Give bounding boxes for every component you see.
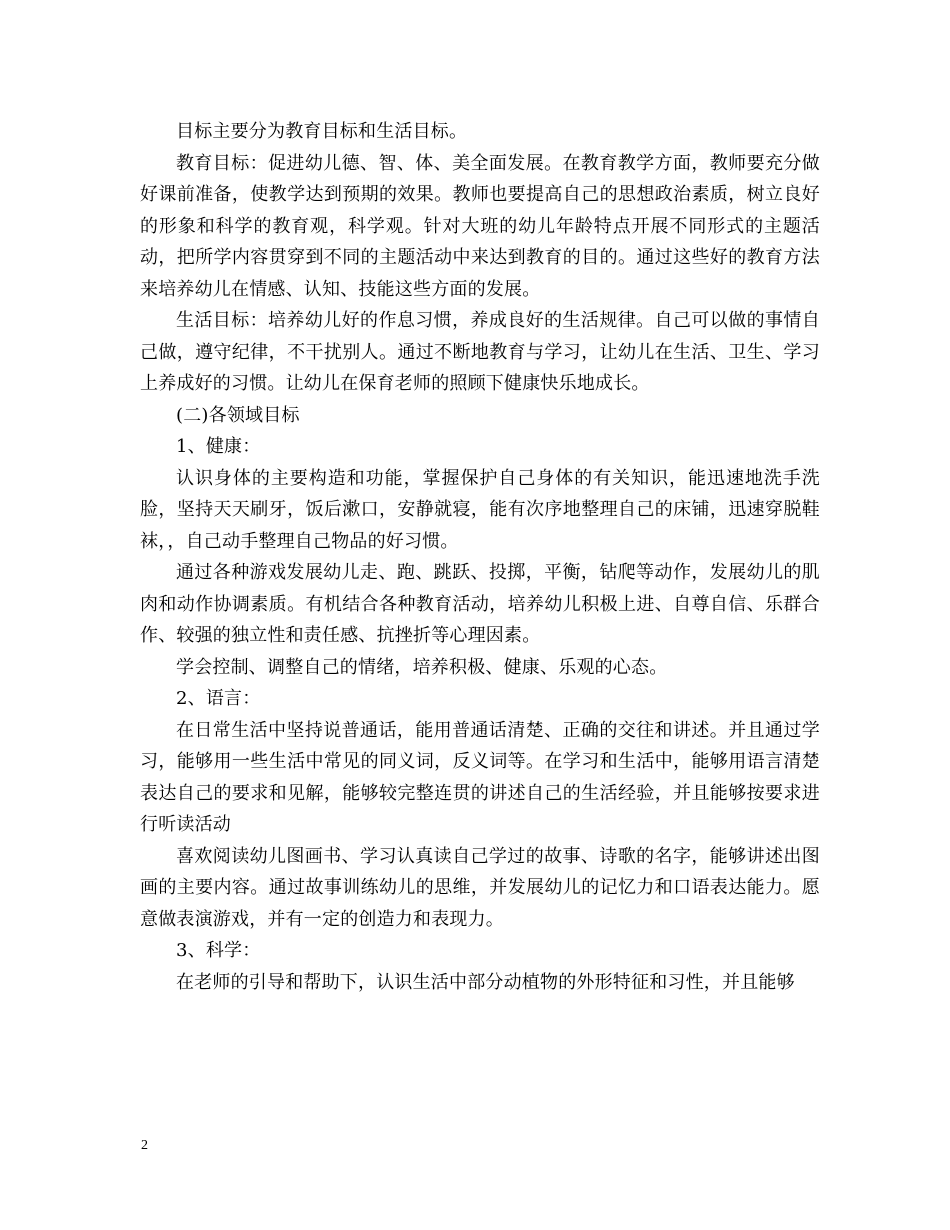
paragraph: 生活目标：培养幼儿好的作息习惯，养成良好的生活规律。自己可以做的事情自己做，遵守纪律，不干扰别人。通过不断地教育与学习，让幼儿在生活、卫生、学习上养成好的习惯。让幼儿在保育老师的照顾下健康快乐地成长。 [140,310,820,394]
section-heading: (二)各领域目标 [176,404,300,426]
subsection-heading: 1、健康： [176,436,261,457]
page-number: 2 [141,1138,148,1153]
body-text [140,116,820,998]
paragraph: 教育目标：促进幼儿德、智、体、美全面发展。在教育教学方面，教师要充分做好课前准备，使教学达到预期的效果。教师也要提高自己的思想政治素质，树立良好的形象和科学的教育观，科学观。针对大班的幼儿年龄特点开展不同形式的主题活动，把所学内容贯穿到不同的主题活动中来达到教育的目的。通过这些好的教育方法来培养幼儿在情感、认知、技能这些方面的发展。 [140,152,820,300]
paragraph: 通过各种游戏发展幼儿走、跑、跳跃、投掷，平衡，钻爬等动作，发展幼儿的肌肉和动作协调素质。有机结合各种教育活动，培养幼儿积极上进、自尊自信、乐群合作、较强的独立性和责任感、抗挫折等心理因素。 [140,562,820,646]
subsection-heading: 3、科学： [176,940,261,961]
paragraph: 喜欢阅读幼儿图画书、学习认真读自己学过的故事、诗歌的名字，能够讲述出图画的主要内容。通过故事训练幼儿的思维，并发展幼儿的记忆力和口语表达能力。愿意做表演游戏，并有一定的创造力和表现力。 [140,845,820,930]
paragraph: 目标主要分为教育目标和生活目标。 [176,121,468,142]
paragraph: 学会控制、调整自己的情绪，培养积极、健康、乐观的心态。 [176,656,668,678]
paragraph: 在老师的引导和帮助下，认识生活中部分动植物的外形特征和习性，并且能够 [176,971,795,993]
paragraph: 认识身体的主要构造和功能，掌握保护自己身体的有关知识，能迅速地洗手洗脸，坚持天天刷牙，饭后漱口，安静就寝，能有次序地整理自己的床铺，迅速穿脱鞋袜，，自己动手整理自己物品的好习惯。 [140,467,820,552]
paragraph: 在日常生活中坚持说普通话，能用普通话清楚、正确的交往和讲述。并且通过学习，能够用一些生活中常见的同义词，反义词等。在学习和生活中，能够用语言清楚表达自己的要求和见解，能够较完整连贯的讲述自己的生活经验，并且能够按要求进行听读活动 [140,719,820,835]
subsection-heading: 2、语言： [176,688,261,709]
